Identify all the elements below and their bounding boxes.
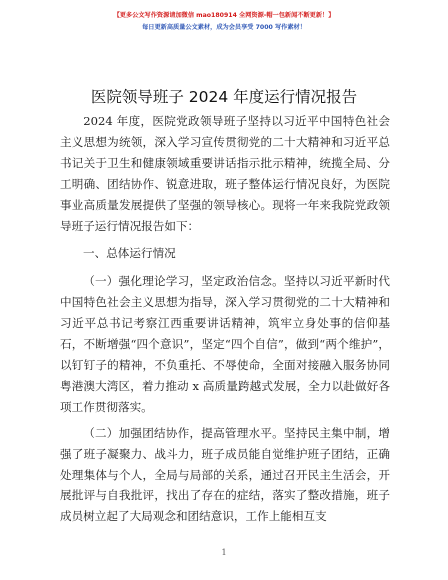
- body-paragraph-2: （二）加强团结协作，提高管理水平。坚持民主集中制，增强了班子凝聚力、战斗力，班子成员能自觉维护班子团结，正确处理集体与个人，全局与局部的关系，通过召开民主生活会，开展批评与自我批评，找出了存在的症结，落实了整改措施，班子成员树立起了大局观念和团结意识，工作上能相互支: [60, 425, 390, 524]
- promo-banner-line-2: 每日更新高质量公文素材，成为会员享受 7000 写作素材！: [142, 24, 306, 31]
- intro-paragraph: 2024 年度，医院党政领导班子坚持以习近平中国特色社会主义思想为统领，深入学习宣传贯彻党的二十大精神和习近平总书记关于卫生和健康领域重要讲话指示批示精神，统揽全局、分工明确、团结协作、锐意进取，班子整体运行情况良好，为医院事业高质量发展提供了坚强的领导核心。现将一年来我院党政领导班子运行情况报告如下：: [60, 114, 390, 233]
- section-heading: 一、总体运行情况: [83, 246, 176, 261]
- document-body: [60, 111, 390, 527]
- body-paragraph-1: （一）强化理论学习，坚定政治信念。坚持以习近平新时代中国特色社会主义思想为指导，深入学习贯彻党的二十大精神和习近平总书记考察江西重要讲话精神，筑牢立身处事的信仰基石，不断增强“四个意识”，坚定“四个自信”，做到“两个维护”，以钉钉子的精神，不负重托、不辱使命，全面对接融入服务协同粤港澳大湾区，着力推动 x 高质量跨越式发展，全力以赴做好各项工作贯彻落实。: [60, 274, 390, 414]
- document-title: 医院领导班子 2024 年度运行情况报告: [90, 88, 358, 106]
- promo-banner-line-1: 【更多公文写作资源请加微信 mao180914 全网资源-帽一包新闻不断更新！】: [113, 12, 335, 19]
- page-number: 1: [221, 548, 227, 557]
